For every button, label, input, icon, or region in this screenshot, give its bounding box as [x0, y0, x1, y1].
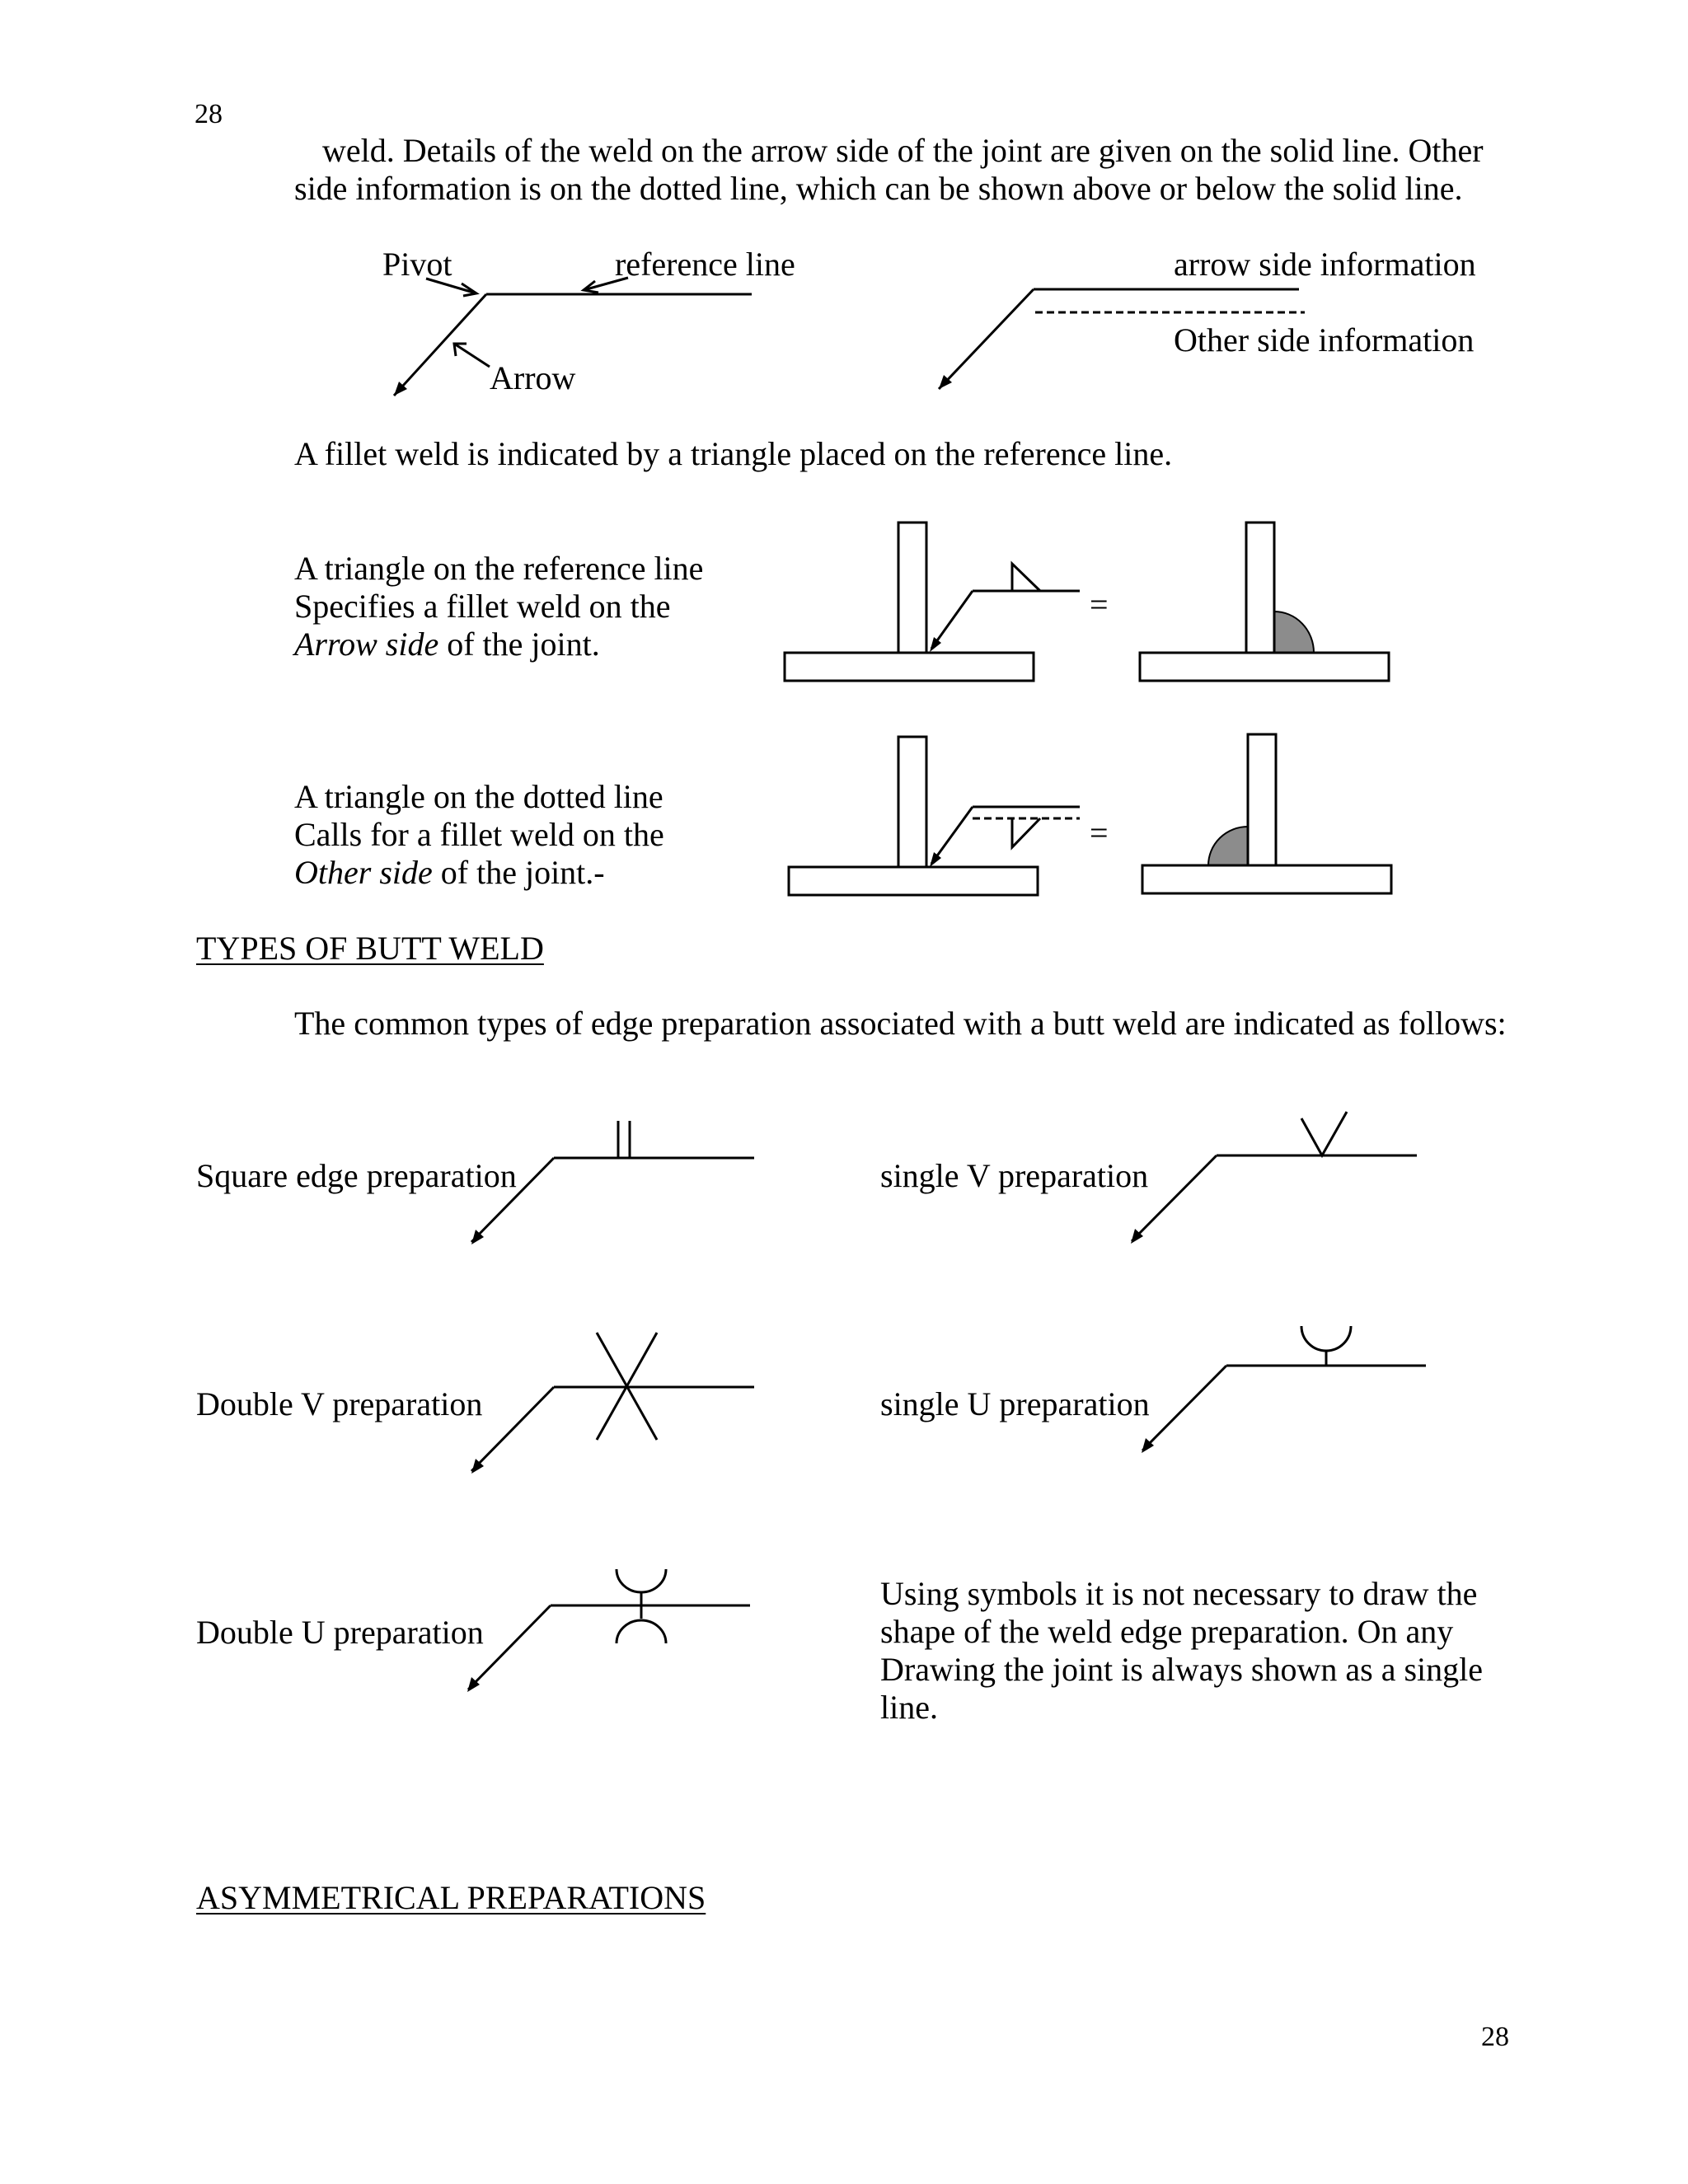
label-arrow-side-information: arrow side information	[1174, 246, 1476, 283]
heading-types-of-butt-weld: TYPES OF BUTT WELD	[196, 930, 544, 967]
other-side-italic: Other side	[294, 854, 433, 891]
label-pivot: Pivot	[382, 246, 452, 283]
equals-sign-2: =	[1090, 814, 1109, 851]
fillet-other-side-symbol	[789, 737, 1080, 895]
note-line-2: shape of the weld edge preparation. On any	[880, 1613, 1454, 1650]
equals-sign-1: =	[1090, 586, 1109, 623]
square-edge-symbol	[471, 1121, 754, 1244]
double-u-symbol	[467, 1569, 750, 1692]
label-single-v: single V preparation	[880, 1157, 1149, 1194]
note-line-3: Drawing the joint is always shown as a single	[880, 1651, 1483, 1688]
single-u-symbol	[1142, 1326, 1426, 1453]
note-line-4: line.	[880, 1689, 938, 1726]
label-reference-line: reference line	[615, 246, 795, 283]
label-arrow: Arrow	[490, 359, 576, 396]
fillet-arrow-side-line-2: Specifies a fillet weld on the	[294, 588, 671, 625]
page-number-bottom: 28	[1481, 2022, 1509, 2052]
fillet-arrow-side-result	[1140, 523, 1389, 681]
label-double-u: Double U preparation	[196, 1614, 484, 1651]
fillet-arrow-side-line-1: A triangle on the reference line	[294, 550, 704, 587]
arrow-side-tail: of the joint.	[438, 626, 600, 663]
arrow-other-side-diagram	[939, 289, 1305, 389]
label-double-v: Double V preparation	[196, 1385, 483, 1422]
fillet-other-side-result	[1142, 734, 1391, 893]
label-square-edge: Square edge preparation	[196, 1157, 517, 1194]
heading-asymmetrical-preparations: ASYMMETRICAL PREPARATIONS	[196, 1879, 706, 1916]
label-other-side-information: Other side information	[1174, 321, 1475, 359]
intro-line-1: weld. Details of the weld on the arrow side of the joint are given on the solid line. Other	[322, 132, 1484, 169]
intro-line-2: side information is on the dotted line, which can be shown above or below the solid line.	[294, 170, 1463, 207]
fillet-arrow-side-symbol	[785, 523, 1080, 681]
butt-intro: The common types of edge preparation associated with a butt weld are indicated as follows:	[294, 1005, 1507, 1042]
fillet-intro: A fillet weld is indicated by a triangle placed on the reference line.	[294, 435, 1173, 472]
double-v-symbol	[471, 1333, 754, 1474]
reference-line-diagram	[394, 278, 752, 396]
note-line-1: Using symbols it is not necessary to draw the	[880, 1575, 1478, 1612]
other-side-tail: of the joint.-	[432, 854, 605, 891]
single-v-symbol	[1131, 1112, 1417, 1244]
fillet-other-side-line-1: A triangle on the dotted line	[294, 778, 663, 815]
fillet-other-side-line-2: Calls for a fillet weld on the	[294, 816, 664, 853]
label-single-u: single U preparation	[880, 1385, 1150, 1422]
page-number-top: 28	[195, 99, 223, 129]
arrow-side-italic: Arrow side	[294, 626, 439, 663]
